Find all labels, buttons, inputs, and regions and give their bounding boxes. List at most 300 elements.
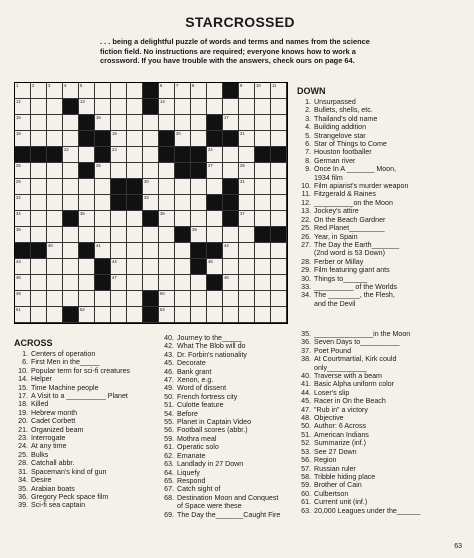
grid-cell[interactable] — [31, 99, 47, 115]
grid-cell[interactable] — [95, 243, 111, 259]
grid-cell[interactable] — [223, 243, 239, 259]
grid-cell[interactable] — [127, 99, 143, 115]
clue-text: Summarize (inf.) — [314, 439, 367, 448]
down-clue — [297, 106, 467, 114]
grid-cell[interactable] — [239, 115, 255, 131]
grid-cell[interactable] — [31, 259, 47, 275]
grid-cell[interactable] — [95, 307, 111, 323]
grid-cell[interactable] — [207, 163, 223, 179]
grid-cell[interactable] — [31, 83, 47, 99]
clue-text: Things to______ — [314, 274, 367, 283]
clue-text: Star of Things to Come — [314, 140, 387, 149]
grid-cell[interactable] — [223, 163, 239, 179]
grid-cell[interactable] — [79, 211, 95, 227]
grid-cell[interactable] — [127, 243, 143, 259]
down-clues-column-2 — [297, 330, 467, 515]
clue-text: Catchall abbr. — [31, 459, 75, 468]
black-square — [175, 163, 191, 179]
black-square — [63, 211, 79, 227]
grid-cell[interactable] — [111, 275, 127, 291]
grid-cell[interactable] — [127, 291, 143, 307]
grid-cell[interactable] — [95, 195, 111, 211]
grid-cell[interactable] — [207, 83, 223, 99]
clue-text: Brother of Cain — [314, 481, 362, 490]
grid-cell[interactable] — [175, 179, 191, 195]
black-square — [79, 243, 95, 259]
grid-cell[interactable] — [63, 147, 79, 163]
grid-cell[interactable] — [47, 115, 63, 131]
grid-cell[interactable] — [63, 259, 79, 275]
down-clue — [297, 224, 467, 232]
clue-text: Sci-fi sea captain — [31, 501, 86, 510]
clue-text: Respond — [177, 476, 206, 485]
grid-cell[interactable] — [175, 211, 191, 227]
grid-cell[interactable] — [15, 195, 31, 211]
clue-text: Cadet Corbett — [31, 417, 76, 426]
grid-cell[interactable] — [223, 227, 239, 243]
grid-cell[interactable] — [207, 307, 223, 323]
grid-cell[interactable] — [143, 147, 159, 163]
down-clue — [297, 115, 467, 123]
down-clue — [297, 456, 467, 464]
grid-cell[interactable] — [175, 307, 191, 323]
grid-cell[interactable] — [15, 211, 31, 227]
grid-cell[interactable] — [111, 259, 127, 275]
grid-cell[interactable] — [111, 163, 127, 179]
grid-cell[interactable] — [31, 227, 47, 243]
grid-cell[interactable] — [239, 211, 255, 227]
grid-cell[interactable] — [127, 147, 143, 163]
grid-cell[interactable] — [191, 211, 207, 227]
grid-cell[interactable] — [127, 259, 143, 275]
grid-cell[interactable] — [191, 83, 207, 99]
clue-num: 42. — [164, 342, 174, 351]
clue-text: _______________in the Moon — [314, 330, 411, 338]
grid-cell[interactable] — [63, 243, 79, 259]
grid-cell[interactable] — [63, 115, 79, 131]
grid-cell[interactable] — [79, 291, 95, 307]
grid-cell[interactable] — [95, 99, 111, 115]
grid-cell[interactable] — [143, 179, 159, 195]
grid-cell[interactable] — [127, 83, 143, 99]
black-square — [143, 291, 159, 307]
grid-cell[interactable] — [47, 211, 63, 227]
grid-cell[interactable] — [47, 259, 63, 275]
grid-cell[interactable] — [239, 83, 255, 99]
grid-cell[interactable] — [159, 195, 175, 211]
grid-cell[interactable] — [143, 275, 159, 291]
grid-cell[interactable] — [207, 291, 223, 307]
clue-text: The ________, the Flesh, — [314, 291, 395, 300]
grid-cell[interactable] — [63, 291, 79, 307]
grid-cell[interactable] — [175, 195, 191, 211]
grid-cell[interactable] — [159, 83, 175, 99]
clue-text: At any time — [31, 442, 67, 451]
grid-cell[interactable] — [271, 115, 287, 131]
clue-number: 29 — [16, 179, 21, 184]
grid-cell[interactable] — [255, 115, 271, 131]
grid-cell[interactable] — [127, 211, 143, 227]
grid-cell[interactable] — [95, 83, 111, 99]
clue-num: 25. — [301, 224, 311, 233]
clue-text: "Rub in" a victory — [314, 405, 368, 414]
clue-text: Jockey's attire — [314, 207, 359, 216]
grid-cell[interactable] — [15, 227, 31, 243]
down-clue — [297, 473, 467, 481]
grid-cell[interactable] — [31, 195, 47, 211]
down-clue — [297, 414, 467, 422]
grid-cell[interactable] — [63, 83, 79, 99]
grid-cell[interactable] — [47, 163, 63, 179]
grid-cell[interactable] — [271, 99, 287, 115]
grid-cell[interactable] — [47, 275, 63, 291]
down-clue — [297, 132, 467, 140]
clue-num: 46. — [164, 367, 174, 376]
grid-cell[interactable] — [207, 227, 223, 243]
grid-cell[interactable] — [127, 307, 143, 323]
clue-text: 20,000 Leagues under the______ — [314, 506, 421, 515]
grid-cell[interactable] — [47, 307, 63, 323]
grid-cell[interactable] — [175, 99, 191, 115]
grid-cell[interactable] — [175, 275, 191, 291]
grid-cell[interactable] — [15, 307, 31, 323]
clue-text: Ferber or Millay — [314, 257, 364, 266]
black-square — [95, 275, 111, 291]
clue-num: 11. — [301, 190, 311, 199]
grid-cell[interactable] — [111, 227, 127, 243]
clue-num: 3. — [305, 114, 311, 123]
grid-cell[interactable] — [271, 83, 287, 99]
clue-number: 46 — [16, 275, 21, 280]
grid-cell[interactable] — [63, 131, 79, 147]
grid-cell[interactable] — [255, 275, 271, 291]
grid-cell[interactable] — [15, 275, 31, 291]
grid-cell[interactable] — [95, 291, 111, 307]
grid-cell[interactable] — [111, 99, 127, 115]
grid-cell[interactable] — [159, 291, 175, 307]
grid-cell[interactable] — [271, 243, 287, 259]
grid-cell[interactable] — [175, 83, 191, 99]
clue-num: 67. — [164, 485, 174, 494]
grid-cell[interactable] — [79, 275, 95, 291]
grid-cell[interactable] — [63, 163, 79, 179]
grid-cell[interactable] — [127, 115, 143, 131]
black-square — [255, 147, 271, 163]
grid-cell[interactable] — [127, 227, 143, 243]
grid-cell[interactable] — [95, 163, 111, 179]
clue-number: 49 — [16, 291, 21, 296]
grid-cell[interactable] — [223, 99, 239, 115]
grid-cell[interactable] — [191, 307, 207, 323]
grid-cell[interactable] — [159, 163, 175, 179]
clue-text: Objective — [314, 414, 344, 423]
grid-cell[interactable] — [191, 179, 207, 195]
grid-cell[interactable] — [239, 259, 255, 275]
grid-cell[interactable] — [223, 275, 239, 291]
grid-cell[interactable] — [95, 227, 111, 243]
grid-cell[interactable] — [47, 99, 63, 115]
grid-cell[interactable] — [255, 195, 271, 211]
grid-cell[interactable] — [79, 227, 95, 243]
clue-num: 56. — [164, 426, 174, 435]
grid-cell[interactable] — [255, 83, 271, 99]
across-clue — [160, 460, 308, 468]
grid-cell[interactable] — [271, 195, 287, 211]
grid-cell[interactable] — [95, 179, 111, 195]
crossword-grid[interactable] — [14, 82, 288, 324]
clue-number: 22 — [64, 147, 69, 152]
clue-text: Hebrew month — [31, 408, 78, 417]
grid-cell[interactable] — [239, 99, 255, 115]
grid-cell[interactable] — [255, 291, 271, 307]
clue-text: Liquefy — [177, 468, 200, 477]
clue-number: 12 — [16, 99, 21, 104]
clue-num: 68. — [164, 493, 174, 502]
grid-cell[interactable] — [255, 307, 271, 323]
black-square — [271, 227, 287, 243]
grid-cell[interactable] — [239, 227, 255, 243]
grid-cell[interactable] — [223, 147, 239, 163]
clue-number: 43 — [16, 259, 21, 264]
grid-cell[interactable] — [191, 275, 207, 291]
grid-cell[interactable] — [47, 83, 63, 99]
clue-text: Once In A _______ Moon, — [314, 165, 397, 174]
grid-cell[interactable] — [143, 131, 159, 147]
grid-cell[interactable] — [95, 115, 111, 131]
across-clue — [14, 468, 164, 476]
grid-cell[interactable] — [143, 163, 159, 179]
grid-cell[interactable] — [159, 211, 175, 227]
grid-cell[interactable] — [15, 83, 31, 99]
grid-cell[interactable] — [175, 243, 191, 259]
grid-cell[interactable] — [239, 243, 255, 259]
grid-cell[interactable] — [79, 307, 95, 323]
clue-num: 25. — [18, 450, 28, 459]
clue-num: 49. — [164, 384, 174, 393]
grid-cell[interactable] — [223, 291, 239, 307]
grid-cell[interactable] — [63, 275, 79, 291]
grid-cell[interactable] — [271, 259, 287, 275]
down-clue — [297, 275, 467, 283]
grid-cell[interactable] — [31, 131, 47, 147]
grid-cell[interactable] — [31, 179, 47, 195]
grid-cell[interactable] — [159, 179, 175, 195]
grid-cell[interactable] — [191, 99, 207, 115]
grid-cell[interactable] — [143, 195, 159, 211]
grid-cell[interactable] — [47, 195, 63, 211]
grid-cell[interactable] — [255, 211, 271, 227]
grid-cell[interactable] — [271, 163, 287, 179]
black-square — [191, 243, 207, 259]
down-clue — [297, 241, 467, 249]
grid-cell[interactable] — [207, 147, 223, 163]
grid-cell[interactable] — [159, 99, 175, 115]
grid-cell[interactable] — [207, 179, 223, 195]
grid-cell[interactable] — [239, 163, 255, 179]
grid-cell[interactable] — [255, 179, 271, 195]
grid-cell[interactable] — [31, 115, 47, 131]
grid-cell[interactable] — [191, 291, 207, 307]
grid-cell[interactable] — [191, 131, 207, 147]
grid-cell[interactable] — [223, 115, 239, 131]
grid-cell[interactable] — [63, 195, 79, 211]
grid-cell[interactable] — [95, 211, 111, 227]
grid-cell[interactable] — [111, 291, 127, 307]
grid-cell[interactable] — [239, 147, 255, 163]
black-square — [207, 115, 223, 131]
grid-cell[interactable] — [63, 179, 79, 195]
grid-cell[interactable] — [143, 259, 159, 275]
grid-cell[interactable] — [127, 131, 143, 147]
grid-cell[interactable] — [207, 99, 223, 115]
grid-cell[interactable] — [159, 307, 175, 323]
grid-cell[interactable] — [175, 131, 191, 147]
grid-cell[interactable] — [175, 115, 191, 131]
clue-num: 33. — [301, 282, 311, 291]
grid-cell[interactable] — [79, 83, 95, 99]
down-clue — [297, 422, 467, 430]
grid-cell[interactable] — [111, 131, 127, 147]
grid-cell[interactable] — [271, 179, 287, 195]
grid-cell[interactable] — [207, 259, 223, 275]
grid-cell[interactable] — [223, 259, 239, 275]
grid-cell[interactable] — [271, 131, 287, 147]
black-square — [31, 243, 47, 259]
clue-num: 59. — [164, 434, 174, 443]
grid-cell[interactable] — [159, 115, 175, 131]
grid-cell[interactable] — [191, 115, 207, 131]
grid-cell[interactable] — [143, 115, 159, 131]
grid-cell[interactable] — [111, 147, 127, 163]
grid-cell[interactable] — [255, 243, 271, 259]
grid-cell[interactable] — [15, 259, 31, 275]
grid-cell[interactable] — [159, 243, 175, 259]
grid-cell[interactable] — [47, 243, 63, 259]
grid-cell[interactable] — [159, 259, 175, 275]
down-clue — [297, 465, 467, 473]
grid-cell[interactable] — [63, 227, 79, 243]
grid-cell[interactable] — [111, 83, 127, 99]
grid-cell[interactable] — [127, 275, 143, 291]
clue-num: 18. — [18, 400, 28, 409]
grid-cell[interactable] — [79, 179, 95, 195]
clue-text: Bulks — [31, 450, 49, 459]
grid-cell[interactable] — [79, 99, 95, 115]
grid-cell[interactable] — [271, 291, 287, 307]
grid-cell[interactable] — [239, 195, 255, 211]
grid-cell[interactable] — [15, 99, 31, 115]
clue-text: (2nd word is 53 Down) — [314, 249, 385, 258]
grid-cell[interactable] — [111, 115, 127, 131]
grid-cell[interactable] — [31, 211, 47, 227]
grid-cell[interactable] — [159, 275, 175, 291]
grid-cell[interactable] — [143, 243, 159, 259]
black-square — [79, 115, 95, 131]
grid-cell[interactable] — [15, 163, 31, 179]
clue-text: Landlady in 27 Down — [177, 460, 244, 469]
clue-text: Popular term for sci-fi creatures — [31, 366, 130, 375]
grid-cell[interactable] — [31, 307, 47, 323]
grid-cell[interactable] — [143, 227, 159, 243]
down-clue — [297, 481, 467, 489]
clue-text: Before — [177, 409, 198, 418]
grid-cell[interactable] — [239, 307, 255, 323]
clue-text: Racer in On the Beach — [314, 397, 386, 406]
clue-num: 44. — [301, 388, 311, 397]
grid-cell[interactable] — [191, 195, 207, 211]
grid-cell[interactable] — [79, 147, 95, 163]
grid-cell[interactable] — [111, 307, 127, 323]
grid-cell[interactable] — [271, 275, 287, 291]
across-clue — [14, 375, 164, 383]
down-clue — [297, 291, 467, 299]
clue-number: 10 — [256, 83, 261, 88]
grid-cell[interactable] — [15, 115, 31, 131]
grid-cell[interactable] — [79, 195, 95, 211]
down-clue — [297, 157, 467, 165]
grid-cell[interactable] — [47, 131, 63, 147]
grid-cell[interactable] — [47, 291, 63, 307]
grid-cell[interactable] — [159, 227, 175, 243]
grid-cell[interactable] — [191, 227, 207, 243]
grid-cell[interactable] — [239, 291, 255, 307]
grid-cell[interactable] — [15, 131, 31, 147]
clue-text: Strangelove star — [314, 131, 366, 140]
grid-cell[interactable] — [255, 259, 271, 275]
clue-num: 50. — [301, 422, 311, 431]
across-clue — [14, 358, 164, 366]
black-square — [143, 307, 159, 323]
grid-cell[interactable] — [111, 211, 127, 227]
grid-cell[interactable] — [207, 211, 223, 227]
clue-number: 16 — [96, 115, 101, 120]
clue-num: 9. — [305, 165, 311, 174]
grid-cell[interactable] — [15, 291, 31, 307]
grid-cell[interactable] — [223, 307, 239, 323]
clue-text: At Courtmartial, Kirk could — [314, 355, 397, 364]
grid-cell[interactable] — [255, 99, 271, 115]
grid-cell[interactable] — [15, 179, 31, 195]
grid-cell[interactable] — [31, 291, 47, 307]
grid-cell[interactable] — [255, 131, 271, 147]
clue-num: 37. — [301, 346, 311, 355]
grid-cell[interactable] — [47, 179, 63, 195]
grid-cell[interactable] — [255, 163, 271, 179]
clue-num: 12. — [301, 198, 311, 207]
across-clue — [160, 485, 308, 493]
grid-cell[interactable] — [239, 275, 255, 291]
grid-cell[interactable] — [239, 179, 255, 195]
grid-cell[interactable] — [239, 131, 255, 147]
grid-cell[interactable] — [175, 259, 191, 275]
grid-cell[interactable] — [271, 211, 287, 227]
puzzle-title: STARCROSSED — [185, 14, 295, 30]
clue-num: 62. — [164, 451, 174, 460]
grid-cell[interactable] — [271, 307, 287, 323]
grid-cell[interactable] — [31, 163, 47, 179]
clue-number: 18 — [16, 131, 21, 136]
clue-number: 44 — [112, 259, 117, 264]
grid-cell[interactable] — [127, 163, 143, 179]
black-square — [223, 179, 239, 195]
grid-cell[interactable] — [175, 291, 191, 307]
grid-cell[interactable] — [31, 275, 47, 291]
grid-cell[interactable] — [79, 259, 95, 275]
clue-num: 69. — [164, 510, 174, 519]
grid-cell[interactable] — [47, 227, 63, 243]
clue-number: 26 — [96, 163, 101, 168]
grid-cell[interactable] — [111, 243, 127, 259]
